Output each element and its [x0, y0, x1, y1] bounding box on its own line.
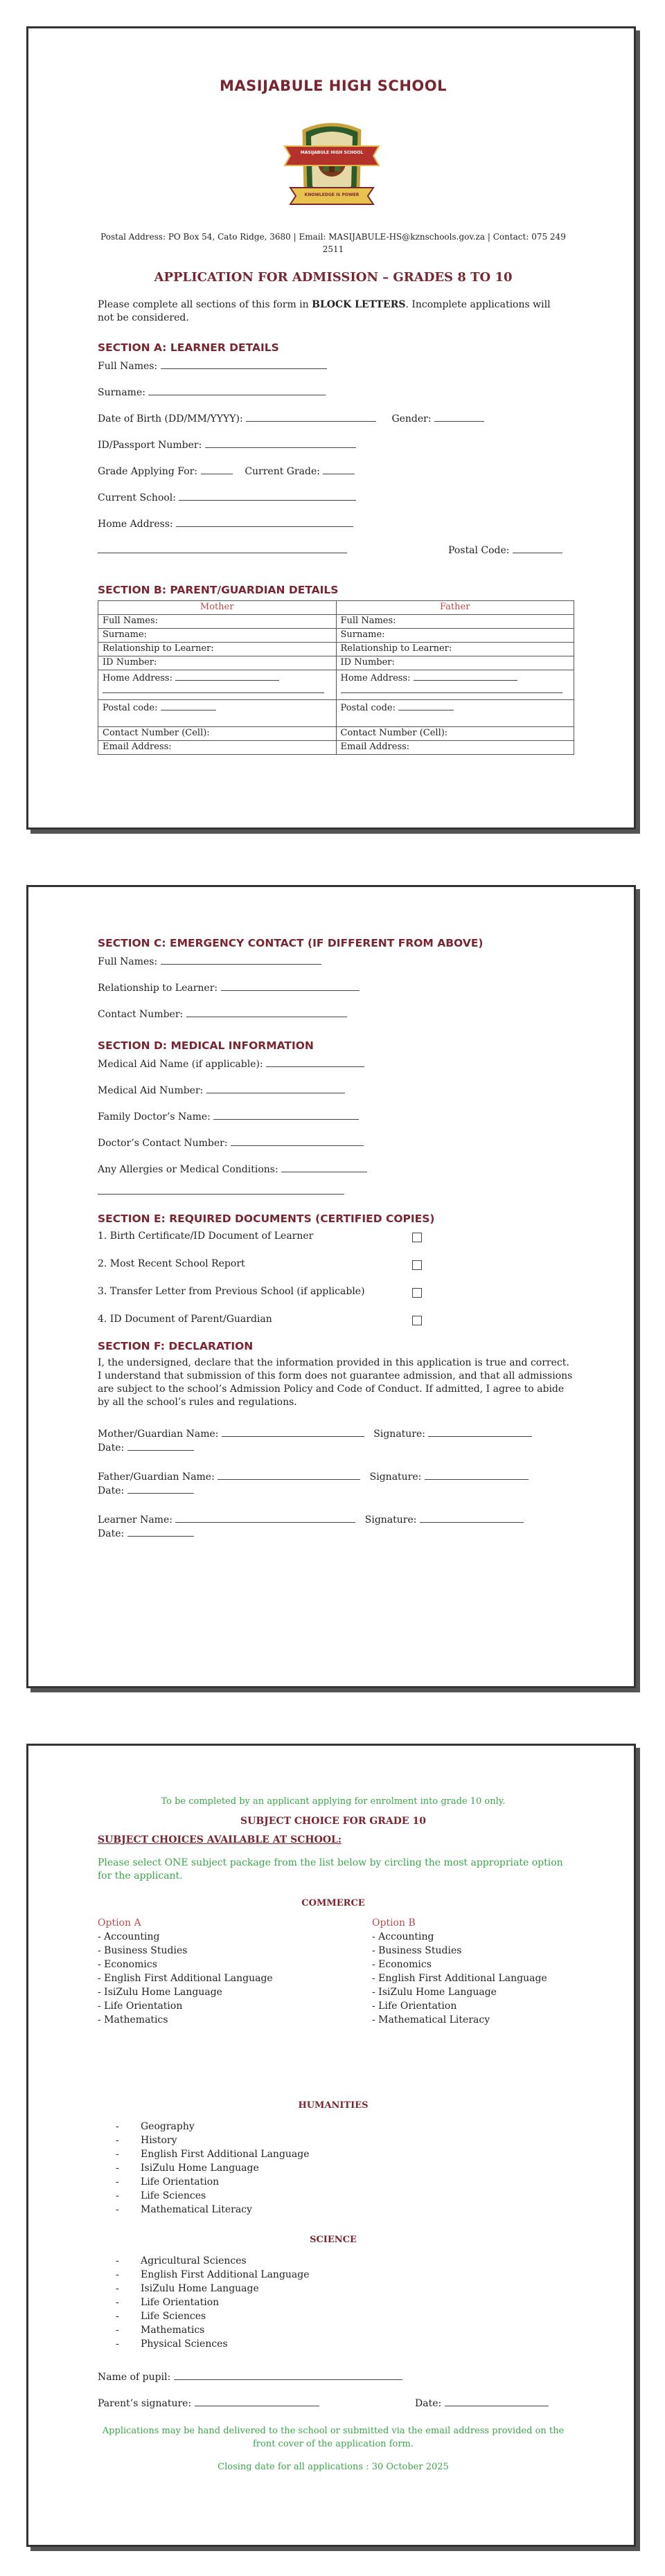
commerce-b-subject[interactable]: [372, 1930, 547, 1944]
allergies-field[interactable]: Any Allergies or Medical Conditions:: [98, 1163, 367, 1175]
medical-aid-name-field[interactable]: Medical Aid Name (if applicable):: [98, 1057, 364, 1070]
col-mother: Mother: [98, 601, 337, 615]
subject-label: - Business Studies: [98, 1945, 188, 1956]
id-passport-field[interactable]: ID/Passport Number:: [98, 438, 356, 451]
parent-guardian-table: [98, 600, 574, 755]
subject-choice-title: SUBJECT CHOICE FOR GRADE 10: [240, 1816, 426, 1827]
humanities-subject[interactable]: [116, 2147, 310, 2161]
gender-label: Gender:: [391, 413, 432, 424]
allergies-line-2[interactable]: [98, 1185, 344, 1197]
humanities-subject[interactable]: [116, 2120, 310, 2134]
declaration-text: I, the undersigned, declare that the information provided in this application is true and correct. I understand that submission of this form does not guarantee admission, and that all admissions are subject to the school’s Admission Policy and Code of Conduct. If admitted, I agree to abide by all the school’s rules and regulations.: [98, 1357, 573, 1408]
father-relationship[interactable]: Relationship to Learner:: [336, 643, 574, 656]
subject-label: - IsiZulu Home Language: [98, 1987, 222, 1998]
humanities-heading: HUMANITIES: [298, 2100, 369, 2111]
commerce-a-subject[interactable]: [98, 1958, 273, 1971]
doc-checkbox-3[interactable]: [412, 1288, 422, 1298]
postal-address: Postal Address: PO Box 54, Cato Ridge, 3680 | Email: MASIJABULE-HS@kznschools.gov.za | Contact: 075 249 2511: [100, 232, 566, 254]
list-bullet: -: [116, 2338, 119, 2350]
subject-label: Mathematical Literacy: [141, 2204, 252, 2215]
subject-label: Life Orientation: [141, 2176, 220, 2188]
humanities-subject[interactable]: [116, 2134, 310, 2147]
list-bullet: -: [116, 2190, 119, 2201]
father-declaration-field[interactable]: Father/Guardian Name: Signature:: [98, 1470, 529, 1483]
section-f-heading: SECTION F: DECLARATION: [98, 1340, 254, 1352]
father-date-field[interactable]: Date:: [98, 1484, 194, 1496]
subject-label: IsiZulu Home Language: [141, 2163, 259, 2174]
subject-label: - IsiZulu Home Language: [372, 1987, 497, 1998]
section-e-heading: SECTION E: REQUIRED DOCUMENTS (CERTIFIED COPIES): [98, 1213, 435, 1225]
form-title: APPLICATION FOR ADMISSION – GRADES 8 TO 10: [154, 270, 513, 285]
parent-date-field[interactable]: Date:: [415, 2397, 549, 2409]
commerce-option-a-list[interactable]: [98, 1930, 273, 2027]
list-bullet: -: [116, 2204, 119, 2215]
list-bullet: -: [116, 2163, 119, 2174]
subject-label: - Economics: [98, 1959, 157, 1970]
father-contact[interactable]: Contact Number (Cell):: [336, 727, 574, 741]
subject-label: - Mathematics: [98, 2014, 168, 2025]
list-bullet: -: [116, 2121, 119, 2132]
emergency-full-names-field[interactable]: Full Names:: [98, 955, 321, 967]
subject-label: - Mathematical Literacy: [372, 2014, 490, 2025]
closing-date: Closing date for all applications : 30 October 2025: [218, 2462, 449, 2472]
commerce-a-subject[interactable]: [98, 1971, 273, 1985]
humanities-subject[interactable]: [116, 2189, 310, 2203]
mother-id[interactable]: ID Number:: [98, 656, 337, 670]
list-bullet: -: [116, 2135, 119, 2146]
subject-label: Geography: [141, 2121, 195, 2132]
commerce-a-subject[interactable]: [98, 2013, 273, 2027]
doc-item-1: 1. Birth Certificate/ID Document of Learner: [98, 1231, 314, 1242]
science-subject[interactable]: [116, 2296, 310, 2309]
address-line-2[interactable]: [98, 544, 347, 556]
current-school-field[interactable]: Current School:: [98, 491, 356, 503]
mother-surname[interactable]: Surname:: [98, 629, 337, 643]
parent-signature-field[interactable]: Parent’s signature:: [98, 2397, 319, 2409]
list-bullet: -: [116, 2176, 119, 2188]
father-id[interactable]: ID Number:: [336, 656, 574, 670]
subject-label: Life Sciences: [141, 2311, 206, 2322]
humanities-list[interactable]: [116, 2120, 310, 2217]
emergency-relationship-field[interactable]: Relationship to Learner:: [98, 981, 360, 994]
mother-home-address[interactable]: Home Address:: [98, 670, 337, 700]
subject-label: - Life Orientation: [372, 2001, 457, 2012]
humanities-subject[interactable]: [116, 2203, 310, 2217]
doc-checkbox-4[interactable]: [412, 1316, 422, 1325]
subject-label: History: [141, 2135, 177, 2146]
page-3: [26, 1744, 636, 2547]
learner-signature-label: Signature:: [364, 1514, 417, 1526]
subject-choices-available: SUBJECT CHOICES AVAILABLE AT SCHOOL:: [98, 1834, 342, 1845]
doc-checkbox-1[interactable]: [412, 1233, 422, 1242]
mother-contact[interactable]: Contact Number (Cell):: [98, 727, 337, 741]
subject-label: - Business Studies: [372, 1945, 462, 1956]
science-subject[interactable]: [116, 2309, 310, 2323]
school-name: MASIJABULE HIGH SCHOOL: [220, 78, 447, 94]
humanities-subject[interactable]: [116, 2175, 310, 2189]
learner-date-field[interactable]: Date:: [98, 1527, 194, 1539]
section-c-heading: SECTION C: EMERGENCY CONTACT (IF DIFFERENT FROM ABOVE): [98, 937, 484, 949]
delivery-note: Applications may be hand delivered to the school or submitted via the email address provided on the front cover of the application form.: [102, 2426, 565, 2449]
subject-label: - Economics: [372, 1959, 432, 1970]
mother-signature-label: Signature:: [373, 1429, 426, 1440]
list-bullet: -: [116, 2311, 119, 2322]
science-subject[interactable]: [116, 2323, 310, 2337]
surname-field[interactable]: Surname:: [98, 386, 326, 398]
list-bullet: -: [116, 2269, 119, 2280]
section-d-heading: SECTION D: MEDICAL INFORMATION: [98, 1039, 314, 1052]
science-subject[interactable]: [116, 2282, 310, 2296]
mother-postal-code[interactable]: Postal code:: [98, 700, 337, 727]
crest-motto: KNOWLEDGE IS POWER: [304, 193, 360, 197]
option-a-label: Option A: [98, 1917, 141, 1929]
grade10-note: To be completed by an applicant applying for enrolment into grade 10 only.: [161, 1796, 506, 1807]
option-b-label: Option B: [372, 1917, 416, 1929]
list-bullet: -: [116, 2255, 119, 2266]
doc-item-3: 3. Transfer Letter from Previous School (if applicable): [98, 1286, 365, 1297]
list-bullet: -: [116, 2283, 119, 2294]
commerce-b-subject[interactable]: [372, 2013, 547, 2027]
section-b-heading: SECTION B: PARENT/GUARDIAN DETAILS: [98, 584, 339, 596]
commerce-heading: COMMERCE: [301, 1898, 365, 1908]
commerce-option-b-list[interactable]: [372, 1930, 547, 2027]
mother-email[interactable]: Email Address:: [98, 741, 337, 755]
science-subject[interactable]: [116, 2268, 310, 2282]
subject-label: - Accounting: [98, 1931, 160, 1942]
learner-declaration-field[interactable]: Learner Name: Signature:: [98, 1513, 524, 1526]
col-father: Father: [336, 601, 574, 615]
medical-aid-number-field[interactable]: Medical Aid Number:: [98, 1084, 345, 1096]
commerce-a-subject[interactable]: [98, 1944, 273, 1958]
list-bullet: -: [116, 2325, 119, 2336]
science-heading: SCIENCE: [310, 2235, 357, 2245]
subject-label: - English First Additional Language: [98, 1973, 273, 1984]
subject-label: Life Sciences: [141, 2190, 206, 2201]
list-bullet: -: [116, 2149, 119, 2160]
mother-date-field[interactable]: Date:: [98, 1441, 194, 1454]
father-email[interactable]: Email Address:: [336, 741, 574, 755]
father-surname[interactable]: Surname:: [336, 629, 574, 643]
doctor-contact-field[interactable]: Doctor’s Contact Number:: [98, 1136, 364, 1149]
father-full-names[interactable]: Full Names:: [336, 615, 574, 629]
doc-item-4: 4. ID Document of Parent/Guardian: [98, 1314, 272, 1325]
father-postal-code[interactable]: Postal code:: [336, 700, 574, 727]
full-names-field[interactable]: Full Names:: [98, 359, 327, 372]
emergency-contact-field[interactable]: Contact Number:: [98, 1008, 347, 1020]
home-address-field[interactable]: Home Address:: [98, 517, 353, 530]
page-2: [26, 885, 636, 1688]
pupil-name-field[interactable]: Name of pupil:: [98, 2370, 402, 2383]
commerce-b-subject[interactable]: [372, 1999, 547, 2013]
humanities-subject[interactable]: [116, 2161, 310, 2175]
subject-label: Physical Sciences: [141, 2338, 228, 2350]
doctor-name-field[interactable]: Family Doctor’s Name:: [98, 1110, 359, 1122]
intro-text: Please complete all sections of this form in BLOCK LETTERS. Incomplete applications will not be considered.: [98, 299, 551, 323]
science-subject[interactable]: [116, 2254, 310, 2268]
dob-field[interactable]: Date of Birth (DD/MM/YYYY): Gender:: [98, 412, 484, 424]
list-bullet: -: [116, 2297, 119, 2308]
subject-label: Mathematics: [141, 2325, 205, 2336]
mother-declaration-field[interactable]: Mother/Guardian Name: Signature:: [98, 1427, 532, 1440]
commerce-b-subject[interactable]: [372, 1971, 547, 1985]
subject-label: - Accounting: [372, 1931, 434, 1942]
page-1: [26, 26, 636, 830]
subject-label: - Life Orientation: [98, 2001, 183, 2012]
subject-label: - English First Additional Language: [372, 1973, 547, 1984]
mother-full-names[interactable]: Full Names:: [98, 615, 337, 629]
subject-label: Life Orientation: [141, 2297, 220, 2308]
commerce-a-subject[interactable]: [98, 1999, 273, 2013]
science-list[interactable]: [116, 2254, 310, 2351]
commerce-a-subject[interactable]: [98, 1985, 273, 1999]
science-subject[interactable]: [116, 2337, 310, 2351]
subject-label: English First Additional Language: [141, 2149, 310, 2160]
selection-instruction: Please select ONE subject package from the list below by circling the most appropriate option for the applicant.: [98, 1857, 563, 1881]
subject-label: Agricultural Sciences: [141, 2255, 247, 2266]
subject-label: IsiZulu Home Language: [141, 2283, 259, 2294]
father-signature-label: Signature:: [369, 1472, 422, 1483]
father-home-address[interactable]: Home Address:: [336, 670, 574, 700]
crest-banner: MASIJABULE HIGH SCHOOL: [300, 150, 364, 155]
section-a-heading: SECTION A: LEARNER DETAILS: [98, 341, 279, 354]
current-grade-label: Current Grade:: [245, 466, 320, 477]
doc-checkbox-2[interactable]: [412, 1260, 422, 1270]
commerce-b-subject[interactable]: [372, 1985, 547, 1999]
commerce-b-subject[interactable]: [372, 1944, 547, 1958]
subject-label: English First Additional Language: [141, 2269, 310, 2280]
postal-code-field[interactable]: Postal Code:: [448, 544, 562, 556]
grade-applying-field[interactable]: Grade Applying For: Current Grade:: [98, 465, 355, 477]
doc-item-2: 2. Most Recent School Report: [98, 1258, 245, 1269]
commerce-b-subject[interactable]: [372, 1958, 547, 1971]
mother-relationship[interactable]: Relationship to Learner:: [98, 643, 337, 656]
commerce-a-subject[interactable]: [98, 1930, 273, 1944]
